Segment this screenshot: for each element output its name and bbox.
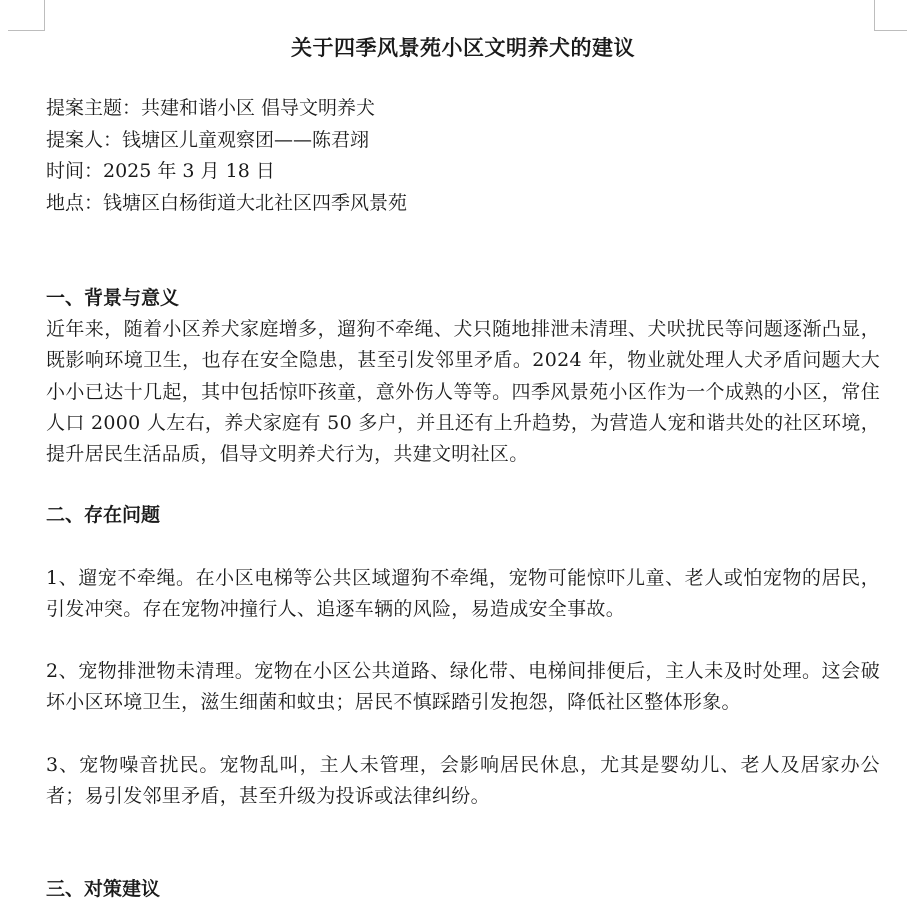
- section-heading-background: 一、背景与意义: [46, 287, 180, 309]
- document-title: 关于四季风景苑小区文明养犬的建议: [291, 35, 635, 60]
- background-paragraph: 近年来，随着小区养犬家庭增多，遛狗不牵绳、犬只随地排泄未清理、犬吠扰民等问题逐渐凸显，既影响环境卫生，也存在安全隐患，甚至引发邻里矛盾。2024 年，物业就处理人犬矛盾问题大大小小已达十几起，其中包括惊吓孩童，意外伤人等等。四季风景苑小区作为一个成熟的小区，常住人口 2000 人左右，养犬家庭有 50 多户，并且还有上升趋势，为营造人宠和谐共处的社区环境，提升居民生活品质，倡导文明养犬行为，共建文明社区。: [46, 318, 880, 466]
- proposal-time: 时间：2025 年 3 月 18 日: [46, 160, 275, 182]
- section-heading-problems: 二、存在问题: [46, 504, 161, 526]
- proposal-proposer: 提案人：钱塘区儿童观察团——陈君翊: [46, 128, 370, 151]
- problem-item: 1、遛宠不牵绳。在小区电梯等公共区域遛狗不牵绳，宠物可能惊吓儿童、老人或怕宠物的居民，引发冲突。存在宠物冲撞行人、追逐车辆的风险，易造成安全事故。: [46, 567, 880, 621]
- problem-item: 3、宠物噪音扰民。宠物乱叫，主人未管理，会影响居民休息，尤其是婴幼儿、老人及居家办公者；易引发邻里矛盾，甚至升级为投诉或法律纠纷。: [46, 754, 880, 808]
- proposal-meta: [46, 93, 407, 219]
- section-heading-suggestions: 三、对策建议: [46, 878, 161, 900]
- proposal-topic: 提案主题：共建和谐小区 倡导文明养犬: [46, 97, 376, 119]
- proposal-location: 地点：钱塘区白杨街道大北社区四季风景苑: [46, 191, 408, 214]
- margin-corner-mark-top-right: [874, 0, 907, 31]
- margin-corner-mark-top-left: [8, 0, 45, 31]
- problem-item: 2、宠物排泄物未清理。宠物在小区公共道路、绿化带、电梯间排便后，主人未及时处理。这会破坏小区环境卫生，滋生细菌和蚊虫；居民不慎踩踏引发抱怨，降低社区整体形象。: [46, 660, 880, 714]
